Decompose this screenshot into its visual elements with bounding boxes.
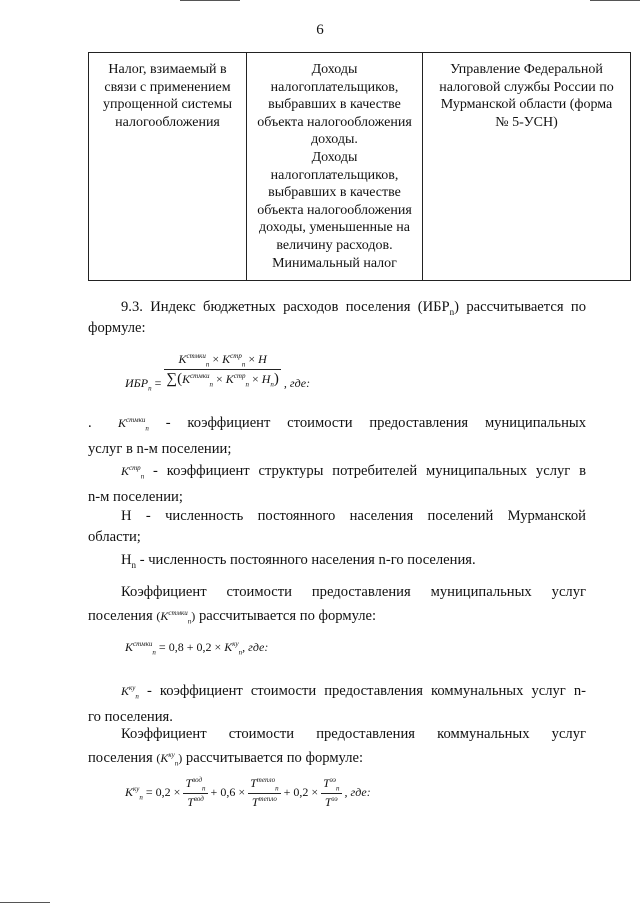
top-edge-mark-left xyxy=(180,0,240,1)
formula-k-stmki: $K^{стмки}_п = 0,8 + 0,2 \times K^{ку}_п$, где: xyxy=(125,640,269,657)
tax-name-cell: Налог, взимаемый в связи с применением упрощенной системы налогообложения xyxy=(89,53,247,281)
paragraph-k-stmki-intro: Коэффициент стоимости предоставления муниципальных услуг xyxy=(121,584,586,600)
definition-h-cont: области; xyxy=(88,529,141,545)
fraction-electricity: $\frac{T^{ээ}_п}{T^{ээ}}$ xyxy=(323,776,340,810)
formula-k-ku: $K^{ку}_п = 0,2$ × $\frac{T^{вод}_п}{T^{вод}}$ + 0,6 × $\frac{T^{тепло}_п}{T^{тепло}}$ + 0,2 × $\frac{T^{ээ}_п}{T^{ээ}}$ , где: xyxy=(125,776,371,810)
bottom-edge-mark xyxy=(0,902,50,903)
definition-k-ku: $K^{ку}_п$ - коэффициент стоимости предоставления коммунальных услуг n- го поселения. xyxy=(88,683,586,726)
formula-ibr-fraction: $\frac{K^{стмки}_п \times K^{стр}_п \times H}{\sum(K^{стмки}_п \times K^{стр}_п \times H_п)}$ xyxy=(166,352,279,389)
definition-k-stmki: . $K^{стмки}_п$ - коэффициент стоимости предоставления муниципальных услуг в n-м поселении; xyxy=(88,415,586,458)
definition-k-str: $K^{стр}_п$ - коэффициент структуры потребителей муниципальных услуг в n-м поселении; xyxy=(88,463,587,506)
fraction-heat: $\frac{T^{тепло}_п}{T^{тепло}}$ xyxy=(250,776,279,810)
paragraph-9-3-cont: формуле: xyxy=(88,320,146,336)
paragraph-k-ku-intro: Коэффициент стоимости предоставления коммунальных услуг xyxy=(121,726,586,742)
income-type-cell: Доходы налогоплательщиков, выбравших в качестве объекта налогообложения доходы. Доходы налогоплательщиков, выбравших в качестве объекта налогообложения доходы, уменьшенные на величину расходов. Минимальный налог xyxy=(247,53,423,281)
data-source-cell: Управление Федеральной налоговой службы России по Мурманской области (форма № 5-УСН) xyxy=(423,53,631,281)
formula-ibr: $ИБР_п$ = $\frac{K^{стмки}_п \times K^{стр}_п \times H}{\sum(K^{стмки}_п \times K^{стр}_п \times H_п)}$ , где: xyxy=(125,352,311,393)
paragraph-k-stmki-intro-cont: поселения $(K^{стмки}_п)$ рассчитывается по формуле: xyxy=(88,608,377,626)
tax-source-table xyxy=(88,52,631,281)
fraction-water: $\frac{T^{вод}_п}{T^{вод}}$ xyxy=(185,776,206,810)
definition-hn: $Н_n$ - численность постоянного населения n-го поселения. xyxy=(121,552,476,570)
paragraph-k-ku-intro-cont: поселения $(K^{ку}_п)$ рассчитывается по формуле: xyxy=(88,750,364,768)
page-number: 6 xyxy=(316,22,324,38)
top-edge-mark-right xyxy=(590,0,640,1)
paragraph-9-3: 9.3. Индекс бюджетных расходов поселения $(ИБР_n)$ рассчитывается по xyxy=(121,299,586,317)
definition-h: Н - численность постоянного населения поселений Мурманской xyxy=(121,508,586,524)
table-row xyxy=(89,53,631,281)
